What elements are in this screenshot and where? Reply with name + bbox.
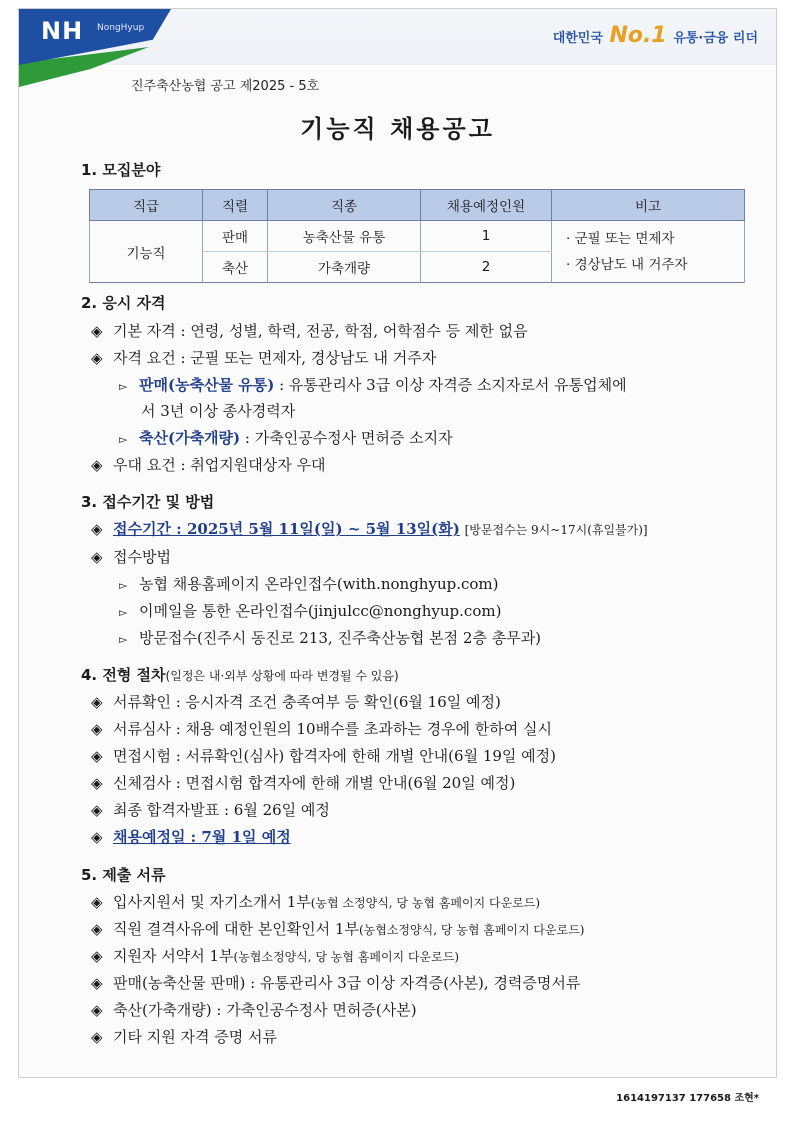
table-header-row	[90, 190, 745, 221]
list-item	[91, 348, 436, 368]
schedule-note: (일정은 내·외부 상황에 따라 변경될 수 있음)	[165, 669, 399, 683]
list-item	[91, 1000, 417, 1020]
list-item	[91, 519, 648, 540]
triangle-bullet-icon: ▻	[119, 433, 128, 446]
method-label: 접수방법	[113, 548, 171, 566]
basic-qualification: 기본 자격 : 연령, 성별, 학력, 전공, 학점, 어학점수 등 제한 없음	[113, 322, 528, 340]
doc-text: 직원 결격사유에 대한 본인확인서 1부	[113, 920, 359, 938]
method-email: 이메일을 통한 온라인접수(jinjulcc@nonghyup.com)	[139, 602, 502, 620]
livestock-text: : 가축인공수정사 면허증 소지자	[240, 429, 453, 447]
section-4-heading	[81, 664, 399, 685]
list-item-continuation: 서 3년 이상 종사경력자	[141, 402, 296, 420]
list-item	[91, 946, 459, 967]
list-item	[91, 321, 528, 341]
cell-count: 1	[421, 221, 552, 252]
diamond-bullet-icon: ◈	[91, 801, 103, 819]
diamond-bullet-icon: ◈	[91, 349, 103, 367]
sales-label: 판매(농축산물 유통)	[139, 376, 275, 394]
step-text: 최종 합격자발표 : 6월 26일 예정	[113, 801, 330, 819]
section-2-heading: 2. 응시 자격	[81, 294, 166, 312]
section-3-heading: 3. 접수기간 및 방법	[81, 493, 215, 511]
hire-date: 채용예정일 : 7월 1일 예정	[113, 828, 291, 846]
triangle-bullet-icon: ▻	[119, 579, 128, 592]
col-type: 직종	[268, 190, 421, 221]
sales-text: : 유통관리사 3급 이상 자격증 소지자로서 유통업체에	[274, 376, 627, 394]
list-item	[91, 973, 580, 993]
visit-hours-note: [방문접수는 9시~17시(휴일불가)]	[464, 523, 648, 537]
diamond-bullet-icon: ◈	[91, 1028, 103, 1046]
diamond-bullet-icon: ◈	[91, 774, 103, 792]
doc-text: 입사지원서 및 자기소개서 1부	[113, 893, 311, 911]
note-line: · 경상남도 내 거주자	[566, 256, 688, 273]
list-item	[91, 919, 584, 940]
cell-type: 농축산물 유통	[268, 221, 421, 252]
diamond-bullet-icon: ◈	[91, 920, 103, 938]
page-title: 기능직 채용공고	[300, 115, 495, 143]
doc-note: (농협소정양식, 당 농협 홈페이지 다운로드)	[358, 923, 585, 937]
diamond-bullet-icon: ◈	[91, 893, 103, 911]
list-item	[91, 773, 515, 793]
col-series: 직렬	[203, 190, 268, 221]
livestock-label: 축산(가축개량)	[139, 429, 241, 447]
nh-logo: NH	[41, 17, 84, 45]
section-1-heading: 1. 모집분야	[81, 161, 161, 179]
slogan-prefix: 대한민국	[552, 31, 603, 46]
doc-text: 축산(가축개량) : 가축인공수정사 면허증(사본)	[113, 1001, 417, 1019]
diamond-bullet-icon: ◈	[91, 456, 103, 474]
slogan	[553, 23, 758, 48]
diamond-bullet-icon: ◈	[91, 1001, 103, 1019]
section-4-title: 4. 전형 절차	[81, 666, 166, 684]
list-item	[91, 455, 326, 475]
list-item	[119, 428, 453, 450]
list-item	[91, 827, 291, 847]
col-note: 비고	[552, 190, 745, 221]
nh-logo-subtext: NongHyup	[97, 23, 145, 33]
step-text: 신체검사 : 면접시험 합격자에 한해 개별 안내(6월 20일 예정)	[113, 774, 516, 792]
step-text: 면접시험 : 서류확인(심사) 합격자에 한해 개별 안내(6월 19일 예정)	[113, 747, 556, 765]
list-item	[91, 892, 540, 913]
doc-text: 판매(농축산물 판매) : 유통관리사 3급 이상 자격증(사본), 경력증명서류	[113, 974, 581, 992]
diamond-bullet-icon: ◈	[91, 548, 103, 566]
step-text: 서류심사 : 채용 예정인원의 10배수를 초과하는 경우에 한하여 실시	[113, 720, 553, 738]
doc-text: 지원자 서약서 1부	[113, 947, 234, 965]
notice-number: 진주축산농협 공고 제2025 - 5호	[131, 79, 320, 94]
doc-note: (농협 소정양식, 당 농협 홈페이지 다운로드)	[310, 896, 541, 910]
slogan-no1: No.1	[609, 23, 667, 48]
section-5-heading: 5. 제출 서류	[81, 866, 166, 884]
document-page	[18, 8, 777, 1078]
table-row	[90, 221, 745, 252]
triangle-bullet-icon: ▻	[119, 606, 128, 619]
slogan-suffix: 유통·금융 리더	[673, 31, 758, 46]
list-item	[119, 574, 498, 596]
list-item	[119, 601, 501, 623]
diamond-bullet-icon: ◈	[91, 974, 103, 992]
list-item	[91, 1027, 277, 1047]
col-count: 채용예정인원	[421, 190, 552, 221]
diamond-bullet-icon: ◈	[91, 322, 103, 340]
doc-note: (농협소정양식, 당 농협 홈페이지 다운로드)	[233, 950, 460, 964]
cell-count: 2	[421, 252, 552, 283]
triangle-bullet-icon: ▻	[119, 633, 128, 646]
preference: 우대 요건 : 취업지원대상자 우대	[113, 456, 326, 474]
header-banner	[19, 9, 776, 65]
diamond-bullet-icon: ◈	[91, 828, 103, 846]
diamond-bullet-icon: ◈	[91, 520, 103, 538]
method-visit: 방문접수(진주시 동진로 213, 진주축산농협 본점 2층 총무과)	[139, 629, 542, 647]
triangle-bullet-icon: ▻	[119, 380, 128, 393]
step-text: 서류확인 : 응시자격 조건 충족여부 등 확인(6월 16일 예정)	[113, 693, 501, 711]
list-item	[119, 628, 541, 650]
diamond-bullet-icon: ◈	[91, 747, 103, 765]
cell-series: 축산	[203, 252, 268, 283]
diamond-bullet-icon: ◈	[91, 947, 103, 965]
list-item	[91, 719, 552, 739]
list-item	[91, 800, 330, 820]
list-item	[91, 746, 556, 766]
cell-notes	[552, 221, 745, 283]
diamond-bullet-icon: ◈	[91, 693, 103, 711]
requirement: 자격 요건 : 군필 또는 면제자, 경상남도 내 거주자	[113, 349, 437, 367]
application-period: 접수기간 : 2025년 5월 11일(일) ~ 5월 13일(화)	[113, 520, 460, 538]
print-stamp: 1614197137 177658 조현*	[616, 1093, 759, 1104]
col-grade: 직급	[90, 190, 203, 221]
cell-grade: 기능직	[90, 221, 203, 283]
doc-text: 기타 지원 자격 증명 서류	[113, 1028, 277, 1046]
diamond-bullet-icon: ◈	[91, 720, 103, 738]
note-line: · 군필 또는 면제자	[566, 230, 675, 247]
recruitment-table	[89, 189, 745, 283]
list-item	[91, 692, 501, 712]
cell-type: 가축개량	[268, 252, 421, 283]
list-item	[119, 375, 627, 397]
list-item	[91, 547, 171, 567]
cell-series: 판매	[203, 221, 268, 252]
method-online: 농협 채용홈페이지 온라인접수(with.nonghyup.com)	[139, 575, 499, 593]
